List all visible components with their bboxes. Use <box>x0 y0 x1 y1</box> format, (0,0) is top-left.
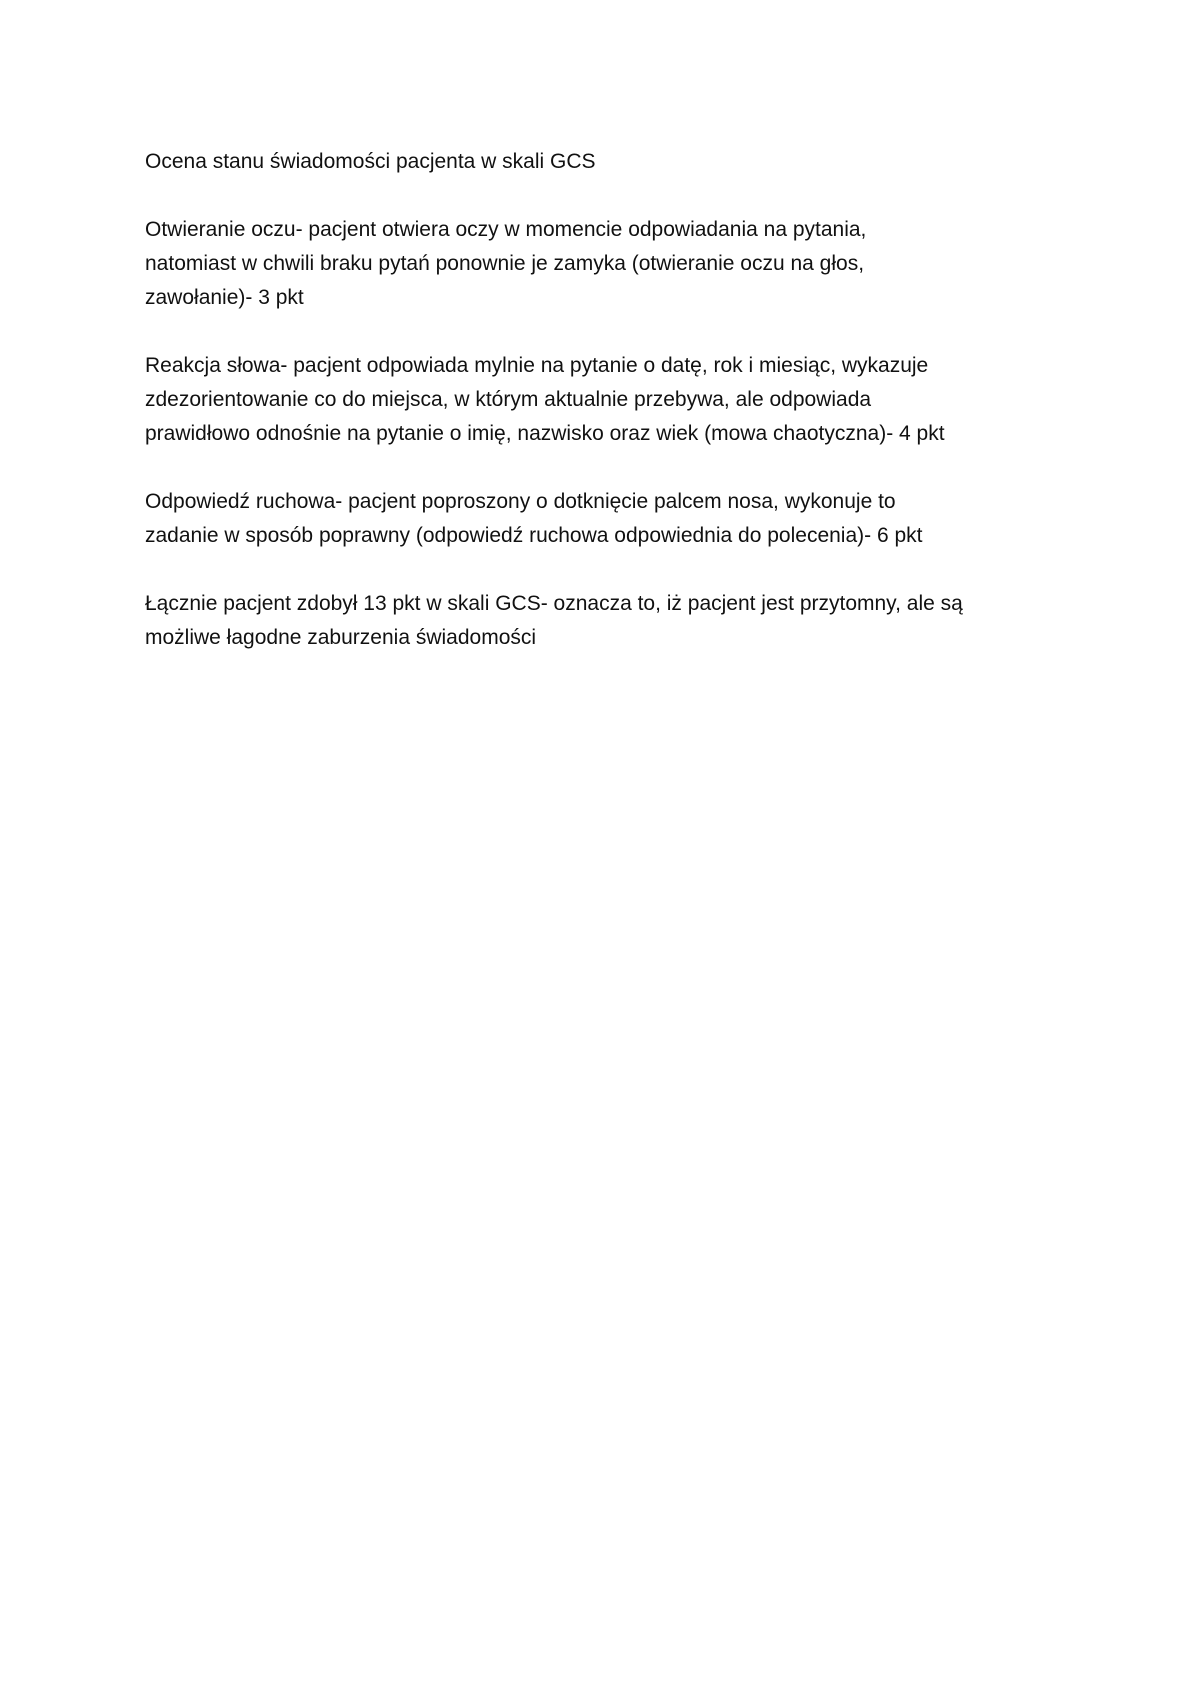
paragraph-motor-response: Odpowiedź ruchowa- pacjent poproszony o dotknięcie palcem nosa, wykonuje to zadanie w sposób poprawny (odpowiedź ruchowa odpowiednia do polecenia)- 6 pkt <box>145 490 923 547</box>
document-content <box>145 145 1080 689</box>
paragraph-verbal-response: Reakcja słowa- pacjent odpowiada mylnie na pytanie o datę, rok i miesiąc, wykazuje zdezorientowanie co do miejsca, w którym aktualnie przebywa, ale odpowiada prawidłowo odnośnie na pytanie o imię, nazwisko oraz wiek (mowa chaotyczna)- 4 pkt <box>145 354 945 445</box>
document-title: Ocena stanu świadomości pacjenta w skali GCS <box>145 150 596 173</box>
paragraph-total-score: Łącznie pacjent zdobył 13 pkt w skali GCS- oznacza to, iż pacjent jest przytomny, ale są możliwe łagodne zaburzenia świadomości <box>145 592 963 649</box>
paragraph-eye-opening: Otwieranie oczu- pacjent otwiera oczy w momencie odpowiadania na pytania, natomiast w chwili braku pytań ponownie je zamyka (otwieranie oczu na głos, zawołanie)- 3 pkt <box>145 218 867 309</box>
